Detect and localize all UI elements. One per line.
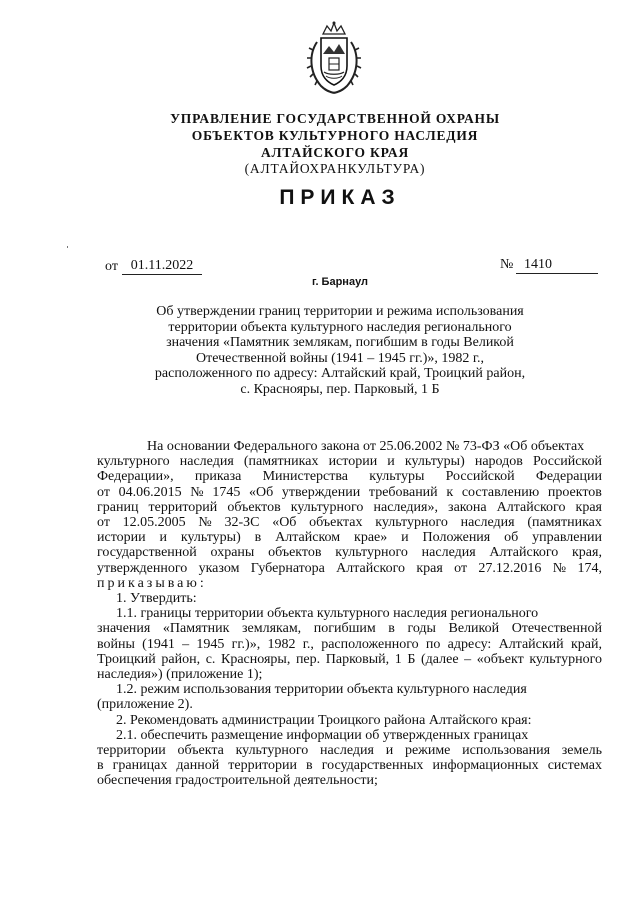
- subject-line: значения «Памятник землякам, погибшим в годы Великой: [166, 335, 514, 350]
- item-2-1-line: обеспечения градостроительной деятельности;: [97, 773, 378, 789]
- item-1-1-line: Троицкий район, с. Краснояры, пер. Парковый, 1 Б (далее – «объект культурного: [97, 651, 602, 667]
- document-number: 1410: [516, 257, 598, 274]
- scan-speck: [67, 246, 68, 248]
- agency-name-line-1: УПРАВЛЕНИЕ ГОСУДАРСТВЕННОЙ ОХРАНЫ: [170, 111, 500, 126]
- item-1-1-line: войны (1941 – 1945 гг.)», 1982 г., расположенного по адресу: Алтайский край,: [97, 636, 602, 652]
- item-1: 1. Утвердить:: [116, 591, 197, 607]
- preamble-line: от 04.06.2015 № 1745 «Об утверждении требований к составлению проектов: [97, 484, 602, 500]
- subject-line: территории объекта культурного наследия регионального: [168, 319, 512, 335]
- subject-line: расположенного по адресу: Алтайский край, Троицкий район,: [154, 366, 526, 381]
- preamble-line: культурного наследия (памятниках истории и культуры) народов Российской: [97, 454, 602, 470]
- subject-line: Об утверждении границ территории и режима использования: [156, 304, 524, 319]
- item-2-1-line: территории объекта культурного наследия и режиме использования земель: [97, 743, 602, 759]
- preamble-line: На основании Федерального закона от 25.06.2002 № 73-ФЗ «Об объектах: [147, 439, 585, 454]
- preamble-line: государственной охраны объектов культурного наследия Алтайского края,: [97, 545, 602, 561]
- preamble-line: границ территорий объектов культурного наследия», закона Алтайского края: [97, 499, 602, 515]
- document-date: 01.11.2022: [122, 258, 202, 275]
- order-word: приказываю:: [97, 575, 207, 591]
- date-label: от: [105, 259, 118, 274]
- item-1-1-line: наследия») (приложение 1);: [97, 667, 263, 683]
- item-1-1-line: значения «Памятник землякам, погибшим в годы Великой Отечественной: [97, 621, 602, 637]
- item-1-2-line: 1.2. режим использования территории объекта культурного наследия: [116, 682, 527, 698]
- subject-line: с. Краснояры, пер. Парковый, 1 Б: [240, 381, 440, 397]
- preamble-line: утвержденного указом Губернатора Алтайского края от 27.12.2016 № 174,: [97, 560, 602, 576]
- number-label: №: [500, 257, 514, 272]
- document-type-title: ПРИКАЗ: [279, 186, 401, 209]
- coat-of-arms-emblem: [303, 20, 365, 96]
- document-body: [97, 439, 602, 789]
- agency-name-line-3: АЛТАЙСКОГО КРАЯ: [260, 145, 410, 160]
- item-2-1-line: 2.1. обеспечить размещение информации об утвержденных границах: [116, 727, 529, 743]
- item-2: 2. Рекомендовать администрации Троицкого района Алтайского края:: [116, 712, 532, 728]
- preamble-line: Федерации», приказа Министерства культуры Российской Федерации: [97, 469, 602, 485]
- document-subject: [130, 304, 550, 397]
- preamble-line: истории и культуры) в Алтайском крае» и Положения об управлении: [97, 530, 602, 546]
- item-1-1-line: 1.1. границы территории объекта культурного наследия регионального: [116, 606, 539, 622]
- item-1-2-line: (приложение 2).: [97, 697, 193, 713]
- preamble-line: от 12.05.2005 № 32-ЗС «Об объектах культурного наследия (памятниках: [97, 515, 602, 531]
- item-2-1-line: в границах данной территории в государственных информационных системах: [97, 758, 602, 774]
- agency-name-line-2: ОБЪЕКТОВ КУЛЬТУРНОГО НАСЛЕДИЯ: [191, 128, 479, 143]
- city-name: г. Барнаул: [311, 276, 369, 288]
- subject-line: Отечественной войны (1941 – 1945 гг.)», 1982 г.,: [195, 350, 485, 366]
- agency-short-name: (АЛТАЙОХРАНКУЛЬТУРА): [244, 161, 426, 176]
